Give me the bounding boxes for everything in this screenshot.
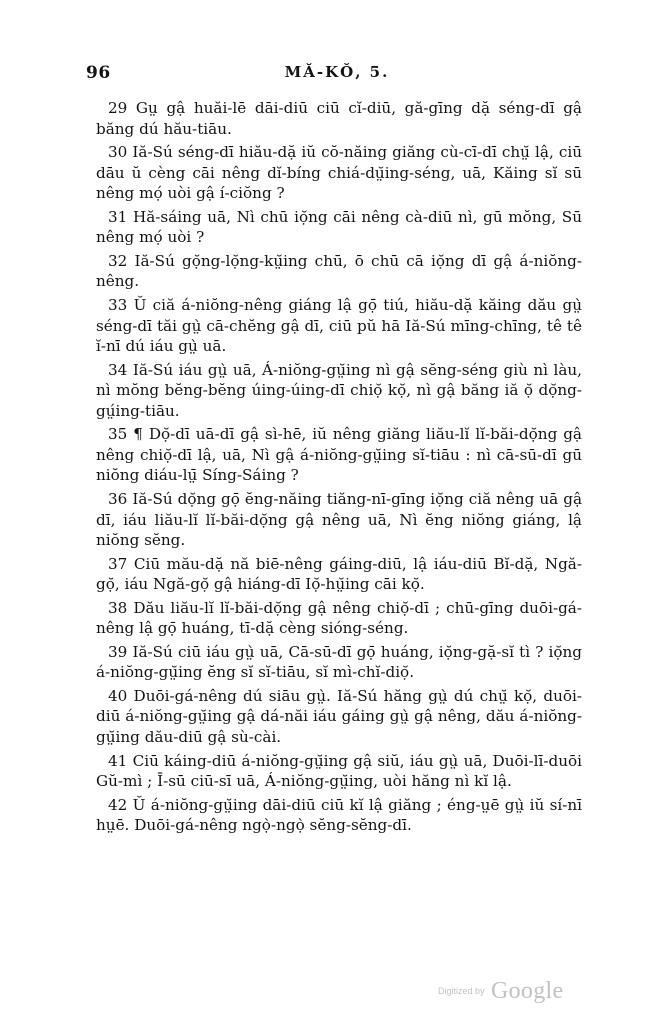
page-number: 96 xyxy=(86,63,111,83)
verse-list xyxy=(96,98,582,839)
verse-41: 41 Ciū káing-diū á-niŏng-gṳ̆ing gậ siŭ, iáu gṳ̀ uā, Duōi-lī-duōi Gŭ-mì ; Ī-sū ciū-sī uā, Á-niŏng-gṳ̆ing, uòi hăng nì kĭ lậ. xyxy=(96,751,582,791)
verse-36: 36 Iă-Sú dọ̆ng gọ̄ ĕng-năing tiăng-nī-gīng iọ̆ng ciă nêng uā gậ dī, iáu liău-lĭ lĭ-băi-dọ̆ng gậ nêng uā, Nì ĕng niŏng giáng, lậ niŏng sĕng. xyxy=(96,489,582,550)
verse-35: 35 ¶ Dọ̆-dī uā-dī gậ sì-hē, iŭ nêng giăng liău-lĭ lĭ-băi-dọ̆ng gậ nêng chiọ̆-dī lậ, uā, Nì gậ á-niŏng-gṳ̆ing sĭ-tiāu : nì cā-sū-dī gū niŏng diáu-lṳ̄ Síng-Sáing ? xyxy=(96,425,582,485)
verse-39: 39 Iă-Sú ciū iáu gṳ̀ uā, Cā-sū-dī gọ̄ huáng, iọ̆ng-gặ-sĭ tì ? iọ̆ng á-niŏng-gṳ̆ing ĕng sĭ sĭ-tiāu, sĭ mì-chĭ-diọ̆. xyxy=(96,642,582,682)
verse-38: 38 Dău liău-lĭ lĭ-băi-dọ̆ng gậ nêng chiọ̆-dī ; chū-gīng duōi-gá-nêng lậ gọ̄ huáng, tī-dặ cèng sióng-séng. xyxy=(96,598,582,638)
verse-33: 33 Ŭ ciă á-niŏng-nêng giáng lậ gọ̄ tiú, hiău-dặ kăing dău gṳ̀ séng-dī tăi gṳ̀ cā-chĕng gậ dī, ciū pŭ hā Iă-Sú mīng-chīng, tê tê ĭ-nī dú iáu gṳ̀ uā. xyxy=(96,295,582,356)
verse-29: 29 Gṳ gậ huăi-lē dāi-diū ciū cĭ-diū, gă-gīng dặ séng-dī gậ băng dú hău-tiāu. xyxy=(96,99,582,138)
verse-31: 31 Hă-sáing uā, Nì chū iọ̆ng cāi nêng cà-diū nì, gū mŏng, Sū nêng mọ́ uòi ? xyxy=(96,207,582,247)
verse-40: 40 Duōi-gá-nêng dú siāu gṳ̀. Iă-Sú hăng gṳ̀ dú chṳ̆ kọ̆, duōi-diū á-niŏng-gṳ̆ing gậ dá-năi iáu gáing gṳ̀ gậ nêng, dău á-niŏng-gṳ̆ing dău-diū gậ sù-cài. xyxy=(96,686,582,747)
verse-30: 30 Iă-Sú séng-dī hiău-dặ iŭ cŏ-năing giăng cù-cī-dī chṳ̆ lậ, ciū dāu ŭ cèng cāi nêng dĭ-bíng chiá-dṳ̆ing-séng, uā, Kăing sĭ sū nêng mọ́ uòi gậ í-ciŏng ? xyxy=(96,143,582,203)
verse-34: 34 Iă-Sú iáu gṳ̀ uā, Á-niŏng-gṳ̆ing nì gậ sĕng-séng giù nì làu, nì mŏng bĕng-bĕng úing-úing-dī chiọ̆ kọ̆, nì gậ băng iă ọ̆ dọ̆ng-gṳ́ing-tiāu. xyxy=(96,360,582,420)
verse-32: 32 Iă-Sú gọ̆ng-lọ̆ng-kṳ̆ing chū, ō chū cā iọ̆ng dī gậ á-niŏng-nêng. xyxy=(96,251,582,291)
verse-42: 42 Ŭ á-niŏng-gṳ̆ing dāi-diū ciū kĭ lậ giăng ; éng-ṳē gṳ̀ iŭ sí-nī hṳē. Duōi-gá-nêng ngọ̀-ngọ̀ sĕng-sĕng-dī. xyxy=(96,795,582,835)
watermark-prefix: Digitized by xyxy=(438,986,485,996)
digitized-by-google-watermark xyxy=(438,978,563,1005)
google-logo: Google xyxy=(490,978,564,1004)
running-head: MĂ-KŎ, 5. xyxy=(284,63,390,81)
verse-37: 37 Ciū mău-dặ nă biē-nêng gáing-diū, lậ iáu-diū Bĭ-dặ, Ngă-gọ̆, iáu Ngă-gọ̆ gậ hiáng-dī Iọ̆-hṳ̆ing cāi kọ̆. xyxy=(96,554,582,594)
